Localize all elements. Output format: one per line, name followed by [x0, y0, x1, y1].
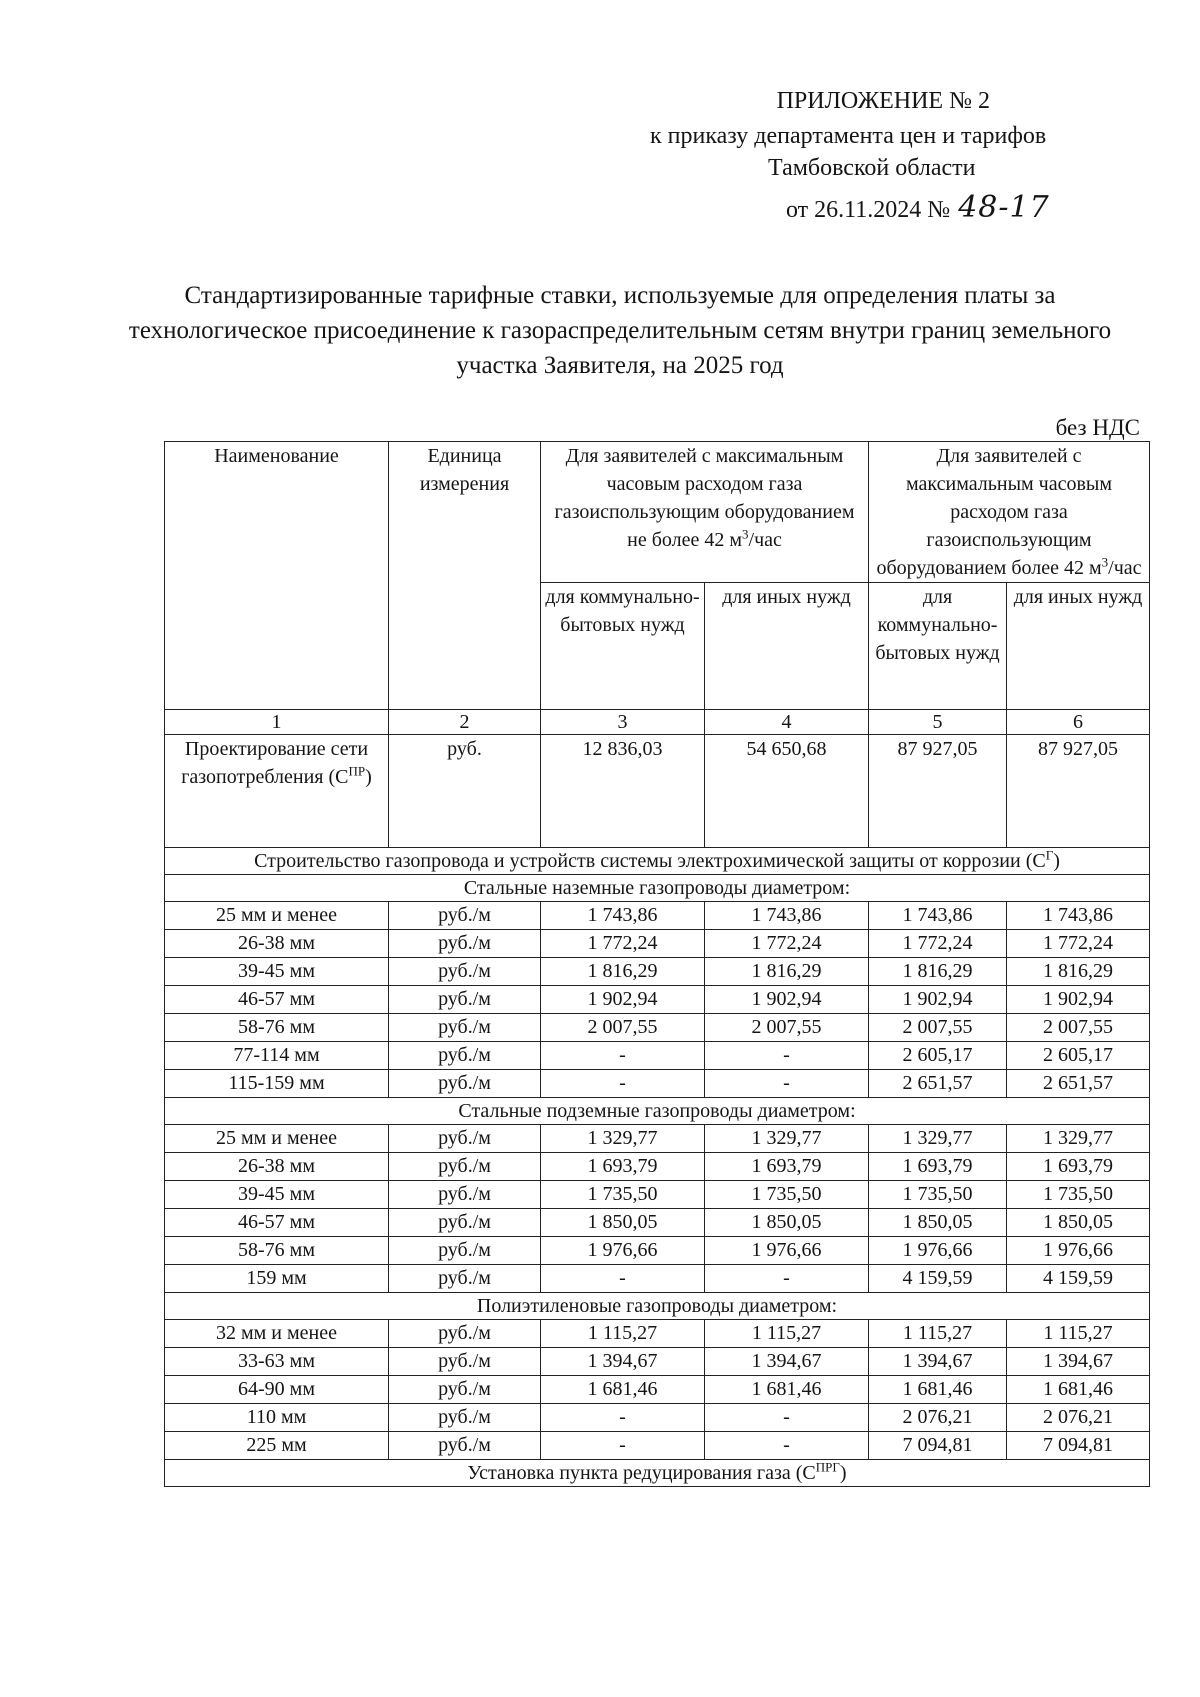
- table-row: [165, 1376, 1150, 1404]
- value-cell: 1 115,27: [541, 1320, 705, 1348]
- table-row: [165, 1209, 1150, 1237]
- diameter-cell: 39-45 мм: [165, 1181, 389, 1209]
- value-cell: 1 743,86: [869, 902, 1007, 930]
- diameter-cell: 46-57 мм: [165, 1209, 389, 1237]
- value-cell: 1 850,05: [705, 1209, 869, 1237]
- diameter-cell: 25 мм и менее: [165, 1125, 389, 1153]
- value-cell: 1 772,24: [1007, 930, 1150, 958]
- vat-note: без НДС: [1055, 415, 1140, 440]
- value-cell: 1 115,27: [705, 1320, 869, 1348]
- value-cell: 2 605,17: [1007, 1042, 1150, 1070]
- value-cell: -: [541, 1265, 705, 1293]
- construction-section-title: Строительство газопровода и устройств системы электрохимической защиты от коррозии $(С^Г)$: [165, 848, 1150, 875]
- table-row: [165, 1042, 1150, 1070]
- value-cell: 1 902,94: [541, 986, 705, 1014]
- diameter-cell: 77-114 мм: [165, 1042, 389, 1070]
- value-cell: 1 329,77: [705, 1125, 869, 1153]
- value-cell: 1 115,27: [1007, 1320, 1150, 1348]
- value-cell: 2 007,55: [541, 1014, 705, 1042]
- table-row: [165, 1404, 1150, 1432]
- design-value: 54 650,68: [705, 735, 869, 848]
- diameter-cell: 58-76 мм: [165, 1237, 389, 1265]
- order-reference: к приказу департамента цен и тарифов: [650, 123, 1047, 149]
- value-cell: -: [705, 1070, 869, 1098]
- header-group-upto42: Для заявителей с максимальным часовым расходом газа газоиспользующим оборудованием не более 42 $м^3$/час: [541, 442, 869, 583]
- value-cell: 2 007,55: [705, 1014, 869, 1042]
- table-row: [165, 1125, 1150, 1153]
- unit-cell: руб./м: [389, 1209, 541, 1237]
- value-cell: 1 976,66: [705, 1237, 869, 1265]
- column-number: 5: [869, 710, 1007, 735]
- value-cell: 7 094,81: [869, 1432, 1007, 1460]
- value-cell: 1 329,77: [1007, 1125, 1150, 1153]
- value-cell: 1 816,29: [869, 958, 1007, 986]
- diameter-cell: 115-159 мм: [165, 1070, 389, 1098]
- table-row: [165, 1153, 1150, 1181]
- value-cell: 1 693,79: [1007, 1153, 1150, 1181]
- value-cell: 1 681,46: [541, 1376, 705, 1404]
- design-unit: руб.: [389, 735, 541, 848]
- value-cell: 1 976,66: [1007, 1237, 1150, 1265]
- diameter-cell: 58-76 мм: [165, 1014, 389, 1042]
- table-row: [165, 930, 1150, 958]
- value-cell: 1 902,94: [869, 986, 1007, 1014]
- value-cell: 2 651,57: [1007, 1070, 1150, 1098]
- diameter-cell: 64-90 мм: [165, 1376, 389, 1404]
- column-number-row: [165, 710, 1150, 735]
- appendix-title: ПРИЛОЖЕНИЕ № 2: [776, 88, 990, 114]
- value-cell: 1 772,24: [541, 930, 705, 958]
- value-cell: 1 902,94: [705, 986, 869, 1014]
- value-cell: 1 394,67: [869, 1348, 1007, 1376]
- diameter-cell: 225 мм: [165, 1432, 389, 1460]
- column-number: 1: [165, 710, 389, 735]
- table-row: [165, 1237, 1150, 1265]
- table-row: [165, 1265, 1150, 1293]
- value-cell: 4 159,59: [1007, 1265, 1150, 1293]
- value-cell: 1 772,24: [869, 930, 1007, 958]
- unit-cell: руб./м: [389, 958, 541, 986]
- value-cell: 2 076,21: [869, 1404, 1007, 1432]
- value-cell: 1 735,50: [1007, 1181, 1150, 1209]
- value-cell: 7 094,81: [1007, 1432, 1150, 1460]
- value-cell: 1 850,05: [1007, 1209, 1150, 1237]
- value-cell: 1 394,67: [1007, 1348, 1150, 1376]
- value-cell: -: [705, 1042, 869, 1070]
- subheader-household-over42: для коммунально-бытовых нужд: [869, 583, 1007, 710]
- region-name: Тамбовской области: [768, 155, 976, 181]
- unit-cell: руб./м: [389, 1265, 541, 1293]
- construction-section-row: [165, 848, 1150, 875]
- design-row: [165, 735, 1150, 848]
- value-cell: 1 902,94: [1007, 986, 1150, 1014]
- tariff-table: [164, 441, 1150, 1487]
- pipeline-group-title: Стальные подземные газопроводы диаметром:: [165, 1098, 1150, 1125]
- value-cell: -: [705, 1265, 869, 1293]
- value-cell: 1 743,86: [1007, 902, 1150, 930]
- diameter-cell: 32 мм и менее: [165, 1320, 389, 1348]
- value-cell: -: [541, 1432, 705, 1460]
- column-number: 2: [389, 710, 541, 735]
- value-cell: 1 743,86: [705, 902, 869, 930]
- table-row: [165, 1348, 1150, 1376]
- pipeline-group-row: [165, 875, 1150, 902]
- pipeline-group-row: [165, 1098, 1150, 1125]
- value-cell: -: [541, 1070, 705, 1098]
- column-number: 4: [705, 710, 869, 735]
- value-cell: 1 816,29: [705, 958, 869, 986]
- diameter-cell: 26-38 мм: [165, 930, 389, 958]
- value-cell: 1 681,46: [705, 1376, 869, 1404]
- prg-section-title: Установка пункта редуцирования газа $(С^{ПРГ})$: [165, 1460, 1150, 1487]
- diameter-cell: 26-38 мм: [165, 1153, 389, 1181]
- unit-cell: руб./м: [389, 1237, 541, 1265]
- value-cell: 2 007,55: [869, 1014, 1007, 1042]
- value-cell: 1 693,79: [541, 1153, 705, 1181]
- value-cell: -: [705, 1404, 869, 1432]
- value-cell: 2 007,55: [1007, 1014, 1150, 1042]
- table-row: [165, 1432, 1150, 1460]
- table-row: [165, 958, 1150, 986]
- value-cell: 1 850,05: [541, 1209, 705, 1237]
- value-cell: 1 693,79: [705, 1153, 869, 1181]
- column-number: 3: [541, 710, 705, 735]
- value-cell: 1 743,86: [541, 902, 705, 930]
- design-value: 87 927,05: [1007, 735, 1150, 848]
- value-cell: 1 693,79: [869, 1153, 1007, 1181]
- design-value: 87 927,05: [869, 735, 1007, 848]
- value-cell: 1 735,50: [869, 1181, 1007, 1209]
- header-unit: Единица измерения: [389, 442, 541, 710]
- value-cell: 2 651,57: [869, 1070, 1007, 1098]
- subheader-other-over42: для иных нужд: [1007, 583, 1150, 710]
- value-cell: 1 850,05: [869, 1209, 1007, 1237]
- pipeline-group-row: [165, 1293, 1150, 1320]
- unit-cell: руб./м: [389, 986, 541, 1014]
- unit-cell: руб./м: [389, 1320, 541, 1348]
- pipeline-group-title: Полиэтиленовые газопроводы диаметром:: [165, 1293, 1150, 1320]
- value-cell: 1 394,67: [541, 1348, 705, 1376]
- design-value: 12 836,03: [541, 735, 705, 848]
- document-title: Стандартизированные тарифные ставки, используемые для определения платы за технологическое присоединение к газораспределительным сетям внутри границ земельного участка Заявителя, на 2025 год: [128, 282, 1112, 379]
- order-date: от 26.11.2024 №: [786, 197, 951, 223]
- value-cell: 1 816,29: [541, 958, 705, 986]
- table-header-row: [165, 442, 1150, 583]
- value-cell: 1 976,66: [869, 1237, 1007, 1265]
- table-row: [165, 1320, 1150, 1348]
- unit-cell: руб./м: [389, 1070, 541, 1098]
- prg-section-row: [165, 1460, 1150, 1487]
- unit-cell: руб./м: [389, 1432, 541, 1460]
- value-cell: 1 816,29: [1007, 958, 1150, 986]
- unit-cell: руб./м: [389, 1181, 541, 1209]
- value-cell: 2 076,21: [1007, 1404, 1150, 1432]
- header-name: Наименование: [165, 442, 389, 710]
- unit-cell: руб./м: [389, 902, 541, 930]
- diameter-cell: 159 мм: [165, 1265, 389, 1293]
- diameter-cell: 25 мм и менее: [165, 902, 389, 930]
- value-cell: 1 976,66: [541, 1237, 705, 1265]
- order-date-number: [786, 190, 1050, 225]
- unit-cell: руб./м: [389, 1014, 541, 1042]
- pipeline-group-title: Стальные наземные газопроводы диаметром:: [165, 875, 1150, 902]
- value-cell: 1 772,24: [705, 930, 869, 958]
- value-cell: 2 605,17: [869, 1042, 1007, 1070]
- unit-cell: руб./м: [389, 1042, 541, 1070]
- value-cell: 1 735,50: [705, 1181, 869, 1209]
- column-number: 6: [1007, 710, 1150, 735]
- value-cell: 1 329,77: [869, 1125, 1007, 1153]
- unit-cell: руб./м: [389, 1153, 541, 1181]
- diameter-cell: 33-63 мм: [165, 1348, 389, 1376]
- table-row: [165, 1070, 1150, 1098]
- handwritten-order-number: 48-17: [958, 190, 1050, 225]
- value-cell: 1 115,27: [869, 1320, 1007, 1348]
- unit-cell: руб./м: [389, 1404, 541, 1432]
- pipeline-groups: [165, 875, 1150, 1460]
- value-cell: -: [541, 1042, 705, 1070]
- value-cell: 1 681,46: [869, 1376, 1007, 1404]
- unit-cell: руб./м: [389, 930, 541, 958]
- table-row: [165, 986, 1150, 1014]
- diameter-cell: 110 мм: [165, 1404, 389, 1432]
- value-cell: -: [541, 1404, 705, 1432]
- value-cell: 1 681,46: [1007, 1376, 1150, 1404]
- unit-cell: руб./м: [389, 1376, 541, 1404]
- unit-cell: руб./м: [389, 1348, 541, 1376]
- subheader-household-upto42: для коммунально-бытовых нужд: [541, 583, 705, 710]
- table-row: [165, 1014, 1150, 1042]
- header-group-over42: Для заявителей с максимальным часовым расходом газа газоиспользующим оборудованием более 42 $м^3$/час: [869, 442, 1150, 583]
- table-row: [165, 902, 1150, 930]
- value-cell: 4 159,59: [869, 1265, 1007, 1293]
- subheader-other-upto42: для иных нужд: [705, 583, 869, 710]
- diameter-cell: 39-45 мм: [165, 958, 389, 986]
- diameter-cell: 46-57 мм: [165, 986, 389, 1014]
- design-name: Проектирование сети газопотребления $(С^{ПР})$: [165, 735, 389, 848]
- value-cell: 1 329,77: [541, 1125, 705, 1153]
- value-cell: 1 735,50: [541, 1181, 705, 1209]
- table-row: [165, 1181, 1150, 1209]
- unit-cell: руб./м: [389, 1125, 541, 1153]
- value-cell: -: [705, 1432, 869, 1460]
- value-cell: 1 394,67: [705, 1348, 869, 1376]
